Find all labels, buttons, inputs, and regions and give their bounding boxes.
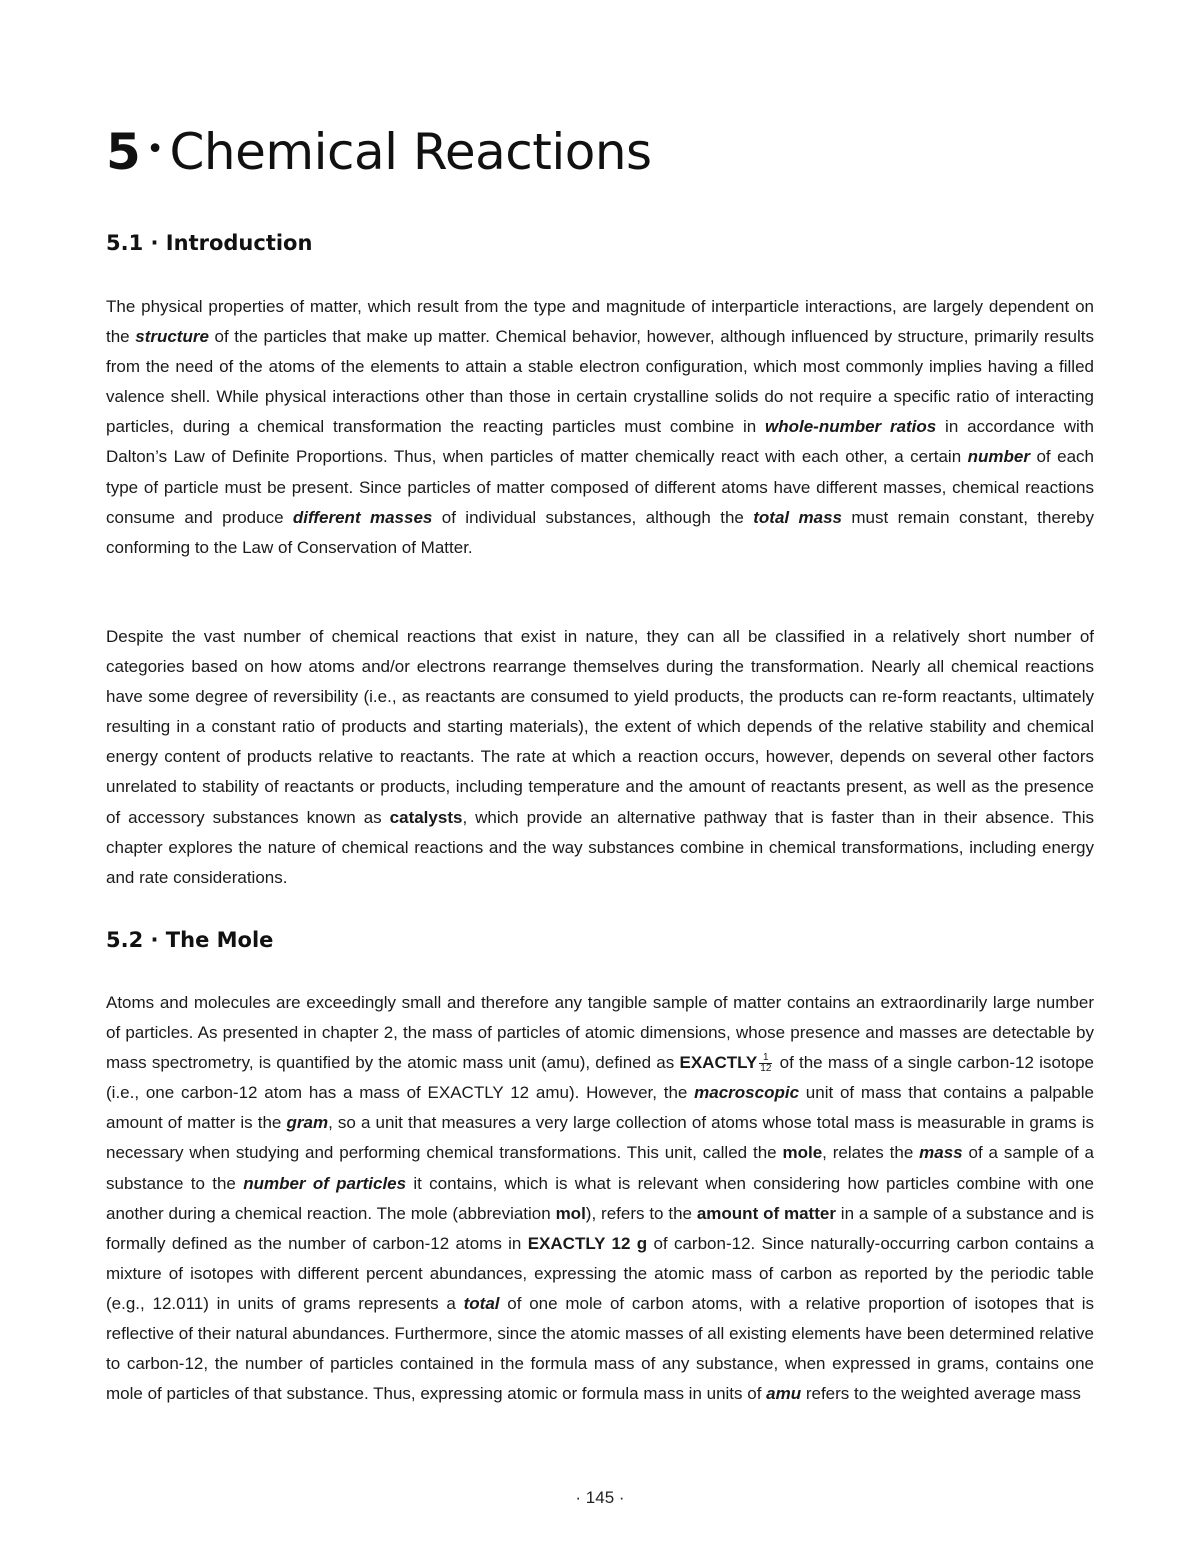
text-run: refers to the weighted average mass xyxy=(801,1384,1081,1404)
text-run: , which provide an alternative pathway that is faster than in their absence. This chapter explores the nature of chemical reactions and the way substances combine in chemical transformations, including energy and rate considerations. xyxy=(106,807,1094,887)
text-run: Despite the vast number of chemical reactions that exist in nature, they can all be classified in a relatively short number of categories based on how atoms and/or electrons rearrange themselves during the transformation. Nearly all chemical reactions have some degree of reversibility (i.e., as reactants are consumed to yield products, the products can re-form reactants, ultimately resulting in a constant ratio of products and starting materials), the extent of which depends of the relative stability and chemical energy content of products relative to reactants. The rate at which a reaction occurs, however, depends on several other factors unrelated to stability of reactants or products, including temperature and the amount of reactants present, as well as the presence of accessory substances known as xyxy=(106,627,1094,827)
emphasis-gram: gram xyxy=(286,1113,329,1133)
emphasis-catalysts: catalysts xyxy=(389,807,463,827)
text-run: of carbon-12. Since naturally-occurring carbon contains a mixture of isotopes with different percent abundances, expressing the atomic mass of carbon as reported by the periodic table (e.g., 12.011) in units of grams represents a xyxy=(106,1233,1094,1313)
text-run: of the particles that make up matter. Chemical behavior, however, although influenced by structure, primarily results from the need of the atoms of the elements to attain a stable electron configuration, which most commonly implies having a filled valence shell. While physical interactions other than those in certain crystalline solids do not require a specific ratio of interacting particles, during a chemical transformation the reacting particles must combine in xyxy=(106,327,1094,437)
emphasis-macroscopic: macroscopic xyxy=(694,1083,800,1103)
text-run: unit of mass that contains a palpable amount of matter is the xyxy=(106,1083,1094,1133)
chapter-separator: • xyxy=(146,132,164,167)
text-run: , so a unit that measures a very large collection of atoms whose total mass is measurable in grams is necessary when studying and performing chemical transformations. This unit, called the xyxy=(106,1113,1094,1163)
text-run: it contains, which is what is relevant when considering how particles combine with one another during a chemical reaction. The mole (abbreviation xyxy=(106,1173,1094,1223)
text-run: of individual substances, although the xyxy=(432,507,754,527)
emphasis-amu: amu xyxy=(766,1384,802,1404)
fraction-denominator: 12 xyxy=(760,1063,772,1075)
text-run: , relates the xyxy=(822,1143,920,1163)
chapter-number: 5 xyxy=(106,123,141,181)
text-run: must remain constant, thereby conforming to the Law of Conservation of Matter. xyxy=(106,507,1095,557)
emphasis-whole-number-ratios: whole-number ratios xyxy=(764,417,937,437)
text-run: of the mass of a single carbon-12 isotope (i.e., one carbon-12 atom has a mass of EXACTLY 12 amu). However, the xyxy=(106,1053,1094,1103)
text-run: of a sample of a substance to the xyxy=(106,1143,1094,1193)
text-run: of one mole of carbon atoms, with a relative proportion of isotopes that is reflective of their natural abundances. Furthermore, since the atomic masses of all existing elements have been determined relative to carbon-12, the number of particles contained in the formula mass of any substance, when expressed in grams, contains one mole of particles of that substance. Thus, expressing atomic or formula mass in units of xyxy=(106,1293,1094,1404)
paragraph-the-mole-1 xyxy=(106,988,1094,1409)
emphasis-mass: mass xyxy=(919,1143,963,1163)
emphasis-amount-of-matter: amount of matter xyxy=(696,1203,836,1223)
emphasis-number-of-particles: number of particles xyxy=(243,1173,407,1193)
text-run: in accordance with Dalton’s Law of Definite Proportions. Thus, when particles of matter chemically react with each other, a certain xyxy=(106,417,1094,467)
text-run: Atoms and molecules are exceedingly small and therefore any tangible sample of matter contains an extraordinarily large number of particles. As presented in chapter 2, the mass of particles of atomic dimensions, whose presence and masses are detectable by mass spectrometry, is quantified by the atomic mass unit (amu), defined as xyxy=(106,993,1094,1073)
emphasis-total: total xyxy=(463,1293,500,1313)
emphasis-total-mass: total mass xyxy=(753,507,843,527)
section-heading-the-mole: 5.2 · The Mole xyxy=(106,928,274,952)
paragraph-introduction-2 xyxy=(106,622,1094,893)
chapter-title-text: Chemical Reactions xyxy=(169,123,652,181)
emphasis-mole: mole xyxy=(782,1143,823,1163)
section-heading-introduction: 5.1 · Introduction xyxy=(106,231,313,255)
fraction-one-twelfth xyxy=(759,1053,772,1074)
emphasis-different-masses: different masses xyxy=(292,507,433,527)
page-number: · 145 · xyxy=(575,1488,625,1507)
text-run: in a sample of a substance and is formally defined as the number of carbon-12 atoms in xyxy=(106,1203,1094,1253)
chapter-title xyxy=(106,118,652,184)
emphasis-mol: mol xyxy=(555,1203,586,1223)
text-run: of each type of particle must be present. Since particles of matter composed of different atoms have different masses, chemical reactions consume and produce xyxy=(106,447,1094,527)
fraction-numerator: 1 xyxy=(759,1053,772,1064)
emphasis-exactly-12-g: EXACTLY 12 g xyxy=(527,1233,648,1253)
text-run: The physical properties of matter, which result from the type and magnitude of interparticle interactions, are largely dependent on the xyxy=(106,297,1094,347)
emphasis-exactly: EXACTLY xyxy=(679,1053,758,1073)
emphasis-number: number xyxy=(967,447,1030,467)
text-run: ), refers to the xyxy=(585,1203,697,1223)
paragraph-introduction-1 xyxy=(106,292,1094,563)
emphasis-structure: structure xyxy=(135,327,209,347)
